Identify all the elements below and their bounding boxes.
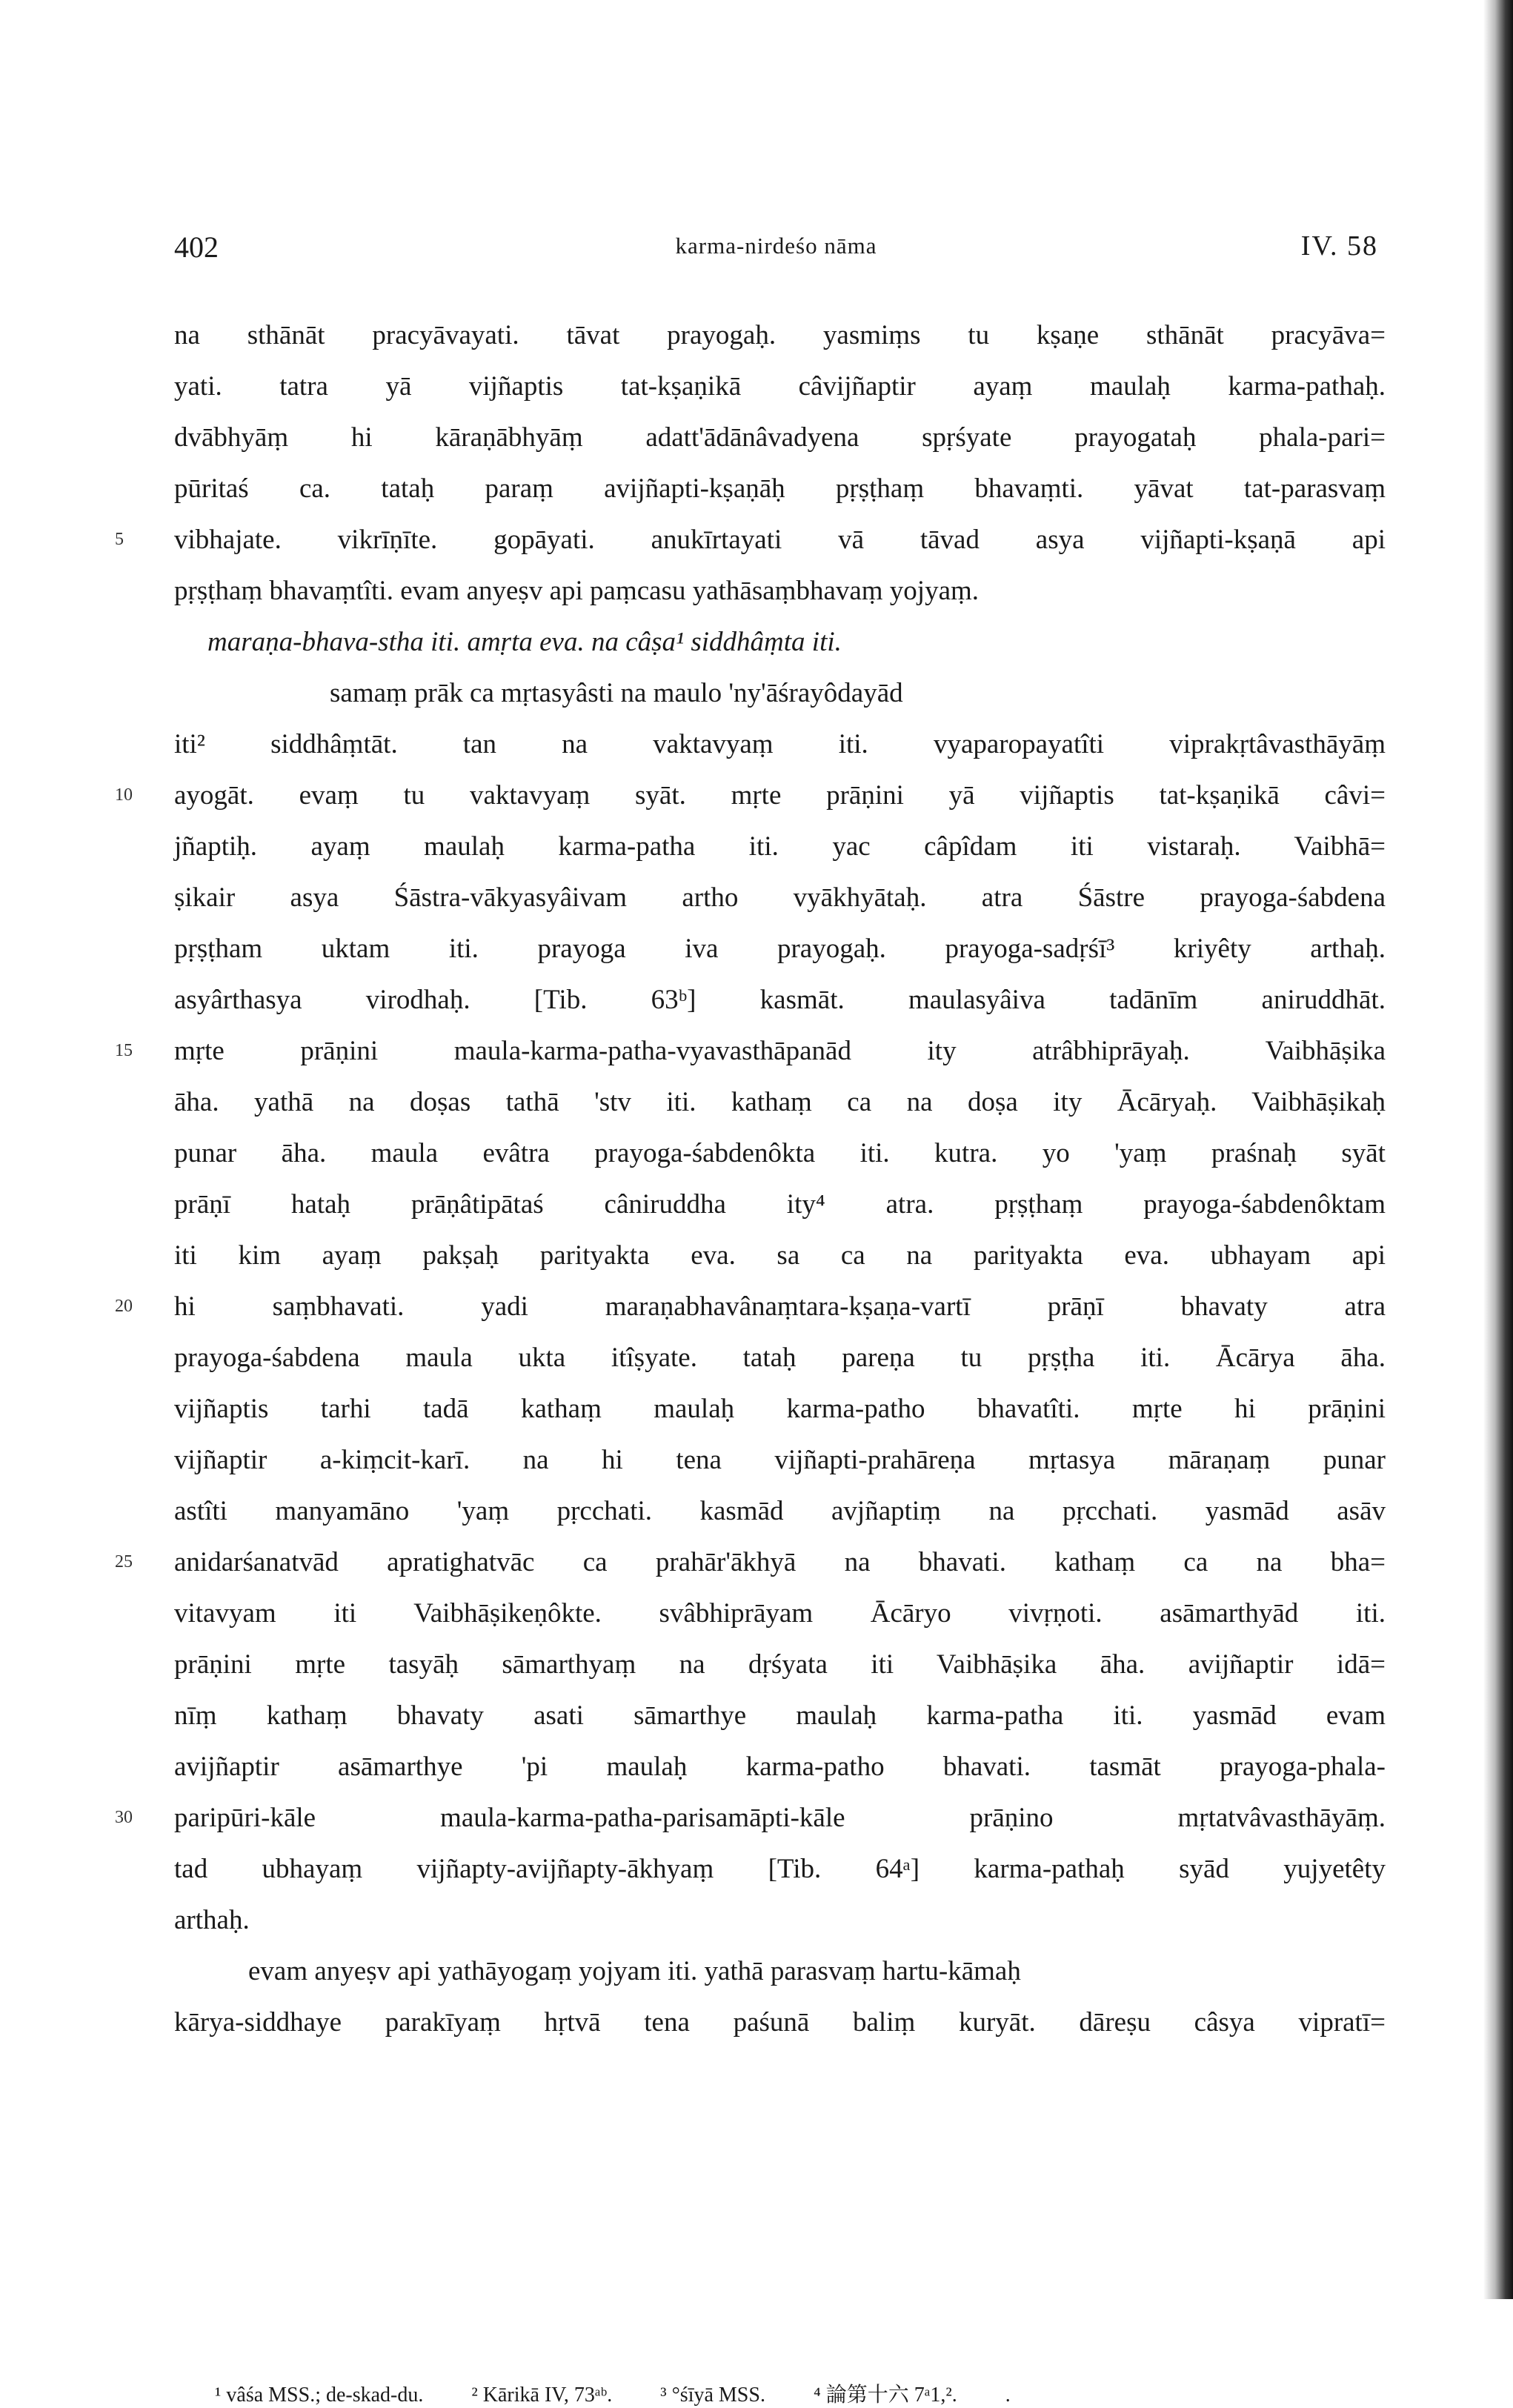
text-line: prāṇini mṛte tasyāḥ sāmarthyaṃ na dṛśyata iti Vaibhāṣika āha. avijñaptir idā= (174, 1649, 1386, 1680)
text-line-content: ayogāt. evaṃ tu vaktavyaṃ syāt. mṛte prāṇini yā vijñaptis tat-kṣaṇikā câvi= (174, 780, 1386, 811)
text-line: asyârthasya virodhaḥ. [Tib. 63ᵇ] kasmāt. maulasyâiva tadānīm aniruddhāt. (174, 985, 1386, 1015)
text-line: vijñaptis tarhi tadā kathaṃ maulaḥ karma-patho bhavatîti. mṛte hi prāṇini (174, 1394, 1386, 1424)
section-reference: IV. 58 (1300, 230, 1378, 262)
text-line-content: vibhajate. vikrīṇīte. gopāyati. anukīrtayati vā tāvad asya vijñapti-kṣaṇā api (174, 525, 1386, 555)
text-line (174, 616, 1386, 668)
text-line: tad ubhayaṃ vijñapty-avijñapty-ākhyaṃ [Tib. 64ᵃ] karma-pathaḥ syād yujyetêty (174, 1854, 1386, 1884)
footnote: ³ °śīyā MSS. (660, 2384, 765, 2407)
text-line: avijñaptir asāmarthye 'pi maulaḥ karma-patho bhavati. tasmāt prayoga-phala- (174, 1752, 1386, 1782)
footnote: ² Kārikā IV, 73ᵃᵇ. (471, 2384, 613, 2407)
line-number: 10 (115, 785, 133, 805)
line-number: 15 (115, 1041, 133, 1060)
text-line: evam anyeṣv api yathāyogaṃ yojyam iti. yathā parasvaṃ hartu-kāmaḥ (248, 1956, 1021, 1986)
text-line: pṛṣṭham uktam iti. prayoga iva prayogaḥ. prayoga-sadṛśī³ kriyêty arthaḥ. (174, 934, 1386, 964)
line-number: 5 (115, 530, 124, 549)
text-line (115, 1537, 1386, 1588)
text-line (115, 1792, 1386, 1843)
text-line: yati. tatra yā vijñaptis tat-kṣaṇikā câvijñaptir ayaṃ maulaḥ karma-pathaḥ. (174, 371, 1386, 402)
text-line-content: maraṇa-bhava-stha iti. amṛta eva. na câṣa¹ siddhâṃta iti. (207, 627, 842, 657)
text-line: nīṃ kathaṃ bhavaty asati sāmarthye maulaḥ karma-patha iti. yasmād evam (174, 1700, 1386, 1731)
text-line-content: anidarśanatvād apratighatvāc ca prahār'ākhyā na bhavati. kathaṃ ca na bha= (174, 1547, 1386, 1577)
text-line: ṣikair asya Śāstra-vākyasyâivam artho vyākhyātaḥ. atra Śāstre prayoga-śabdena (174, 882, 1386, 913)
book-binding-shadow (1483, 0, 1513, 2299)
text-line: iti kim ayaṃ pakṣaḥ parityakta eva. sa ca na parityakta eva. ubhayam api (174, 1240, 1386, 1271)
text-line: jñaptiḥ. ayaṃ maulaḥ karma-patha iti. yac câpîdam iti vistaraḥ. Vaibhā= (174, 831, 1386, 862)
page-number: 402 (174, 230, 219, 264)
text-line: punar āha. maula evâtra prayoga-śabdenôkta iti. kutra. yo 'yaṃ praśnaḥ syāt (174, 1138, 1386, 1168)
line-number: 20 (115, 1297, 133, 1316)
footnote-trailing-mark: . (1005, 2384, 1011, 2407)
verse-line: samaṃ prāk ca mṛtasyâsti na maulo 'ny'āśrayôdayād (330, 678, 903, 708)
text-line: arthaḥ. (174, 1905, 250, 1935)
page-header (174, 230, 1378, 274)
footnote: ¹ vâśa MSS.; de-skad-du. (215, 2384, 424, 2407)
text-line: vitavyam iti Vaibhāṣikeṇôkte. svâbhiprāyam Ācāryo vivṛṇoti. asāmarthyād iti. (174, 1598, 1386, 1629)
text-line-content: mṛte prāṇini maula-karma-patha-vyavasthāpanād ity atrâbhiprāyaḥ. Vaibhāṣika (174, 1036, 1386, 1066)
text-line: prayoga-śabdena maula ukta itîṣyate. tataḥ pareṇa tu pṛṣṭha iti. Ācārya āha. (174, 1343, 1386, 1373)
text-line: pūritaś ca. tataḥ paraṃ avijñapti-kṣaṇāḥ pṛṣṭhaṃ bhavaṃti. yāvat tat-parasvaṃ (174, 473, 1386, 504)
text-line: na sthānāt pracyāvayati. tāvat prayogaḥ. yasmiṃs tu kṣaṇe sthānāt pracyāva= (174, 320, 1386, 350)
text-line: vijñaptir a-kiṃcit-karī. na hi tena vijñapti-prahāreṇa mṛtasya māraṇaṃ punar (174, 1445, 1386, 1475)
text-line: astîti manyamāno 'yaṃ pṛcchati. kasmād avjñaptiṃ na pṛcchati. yasmād asāv (174, 1496, 1386, 1526)
text-line (115, 1281, 1386, 1332)
text-line: kārya-siddhaye parakīyaṃ hṛtvā tena paśunā baliṃ kuryāt. dāreṣu câsya vipratī= (174, 2007, 1386, 2038)
text-line (115, 514, 1386, 565)
text-line-content: hi saṃbhavati. yadi maraṇabhavânaṃtara-kṣaṇa-vartī prāṇī bhavaty atra (174, 1291, 1386, 1322)
main-text (115, 310, 1386, 2048)
text-line (115, 770, 1386, 821)
text-line: iti² siddhâṃtāt. tan na vaktavyaṃ iti. vyaparopayatîti viprakṛtâvasthāyāṃ (174, 729, 1386, 759)
line-number: 25 (115, 1552, 133, 1571)
text-line (115, 1025, 1386, 1077)
text-line: āha. yathā na doṣas tathā 'stv iti. kathaṃ ca na doṣa ity Ācāryaḥ. Vaibhāṣikaḥ (174, 1087, 1386, 1117)
text-line-content: paripūri-kāle maula-karma-patha-parisamāpti-kāle prāṇino mṛtatvâvasthāyāṃ. (174, 1803, 1386, 1833)
footnote: ⁴ 論第十六 7ᵃ1,². (813, 2384, 957, 2407)
text-line: prāṇī hataḥ prāṇâtipātaś câniruddha ity⁴ atra. pṛṣṭhaṃ prayoga-śabdenôktam (174, 1189, 1386, 1220)
footnotes (215, 2378, 1386, 2408)
text-line: pṛṣṭhaṃ bhavaṃtîti. evam anyeṣv api paṃcasu yathāsaṃbhavaṃ yojyaṃ. (174, 576, 980, 606)
running-title: karma-nirdeśo nāma (675, 233, 877, 259)
text-line: dvābhyāṃ hi kāraṇābhyāṃ adatt'ādānâvadyena spṛśyate prayogataḥ phala-pari= (174, 422, 1386, 453)
line-number: 30 (115, 1808, 133, 1827)
